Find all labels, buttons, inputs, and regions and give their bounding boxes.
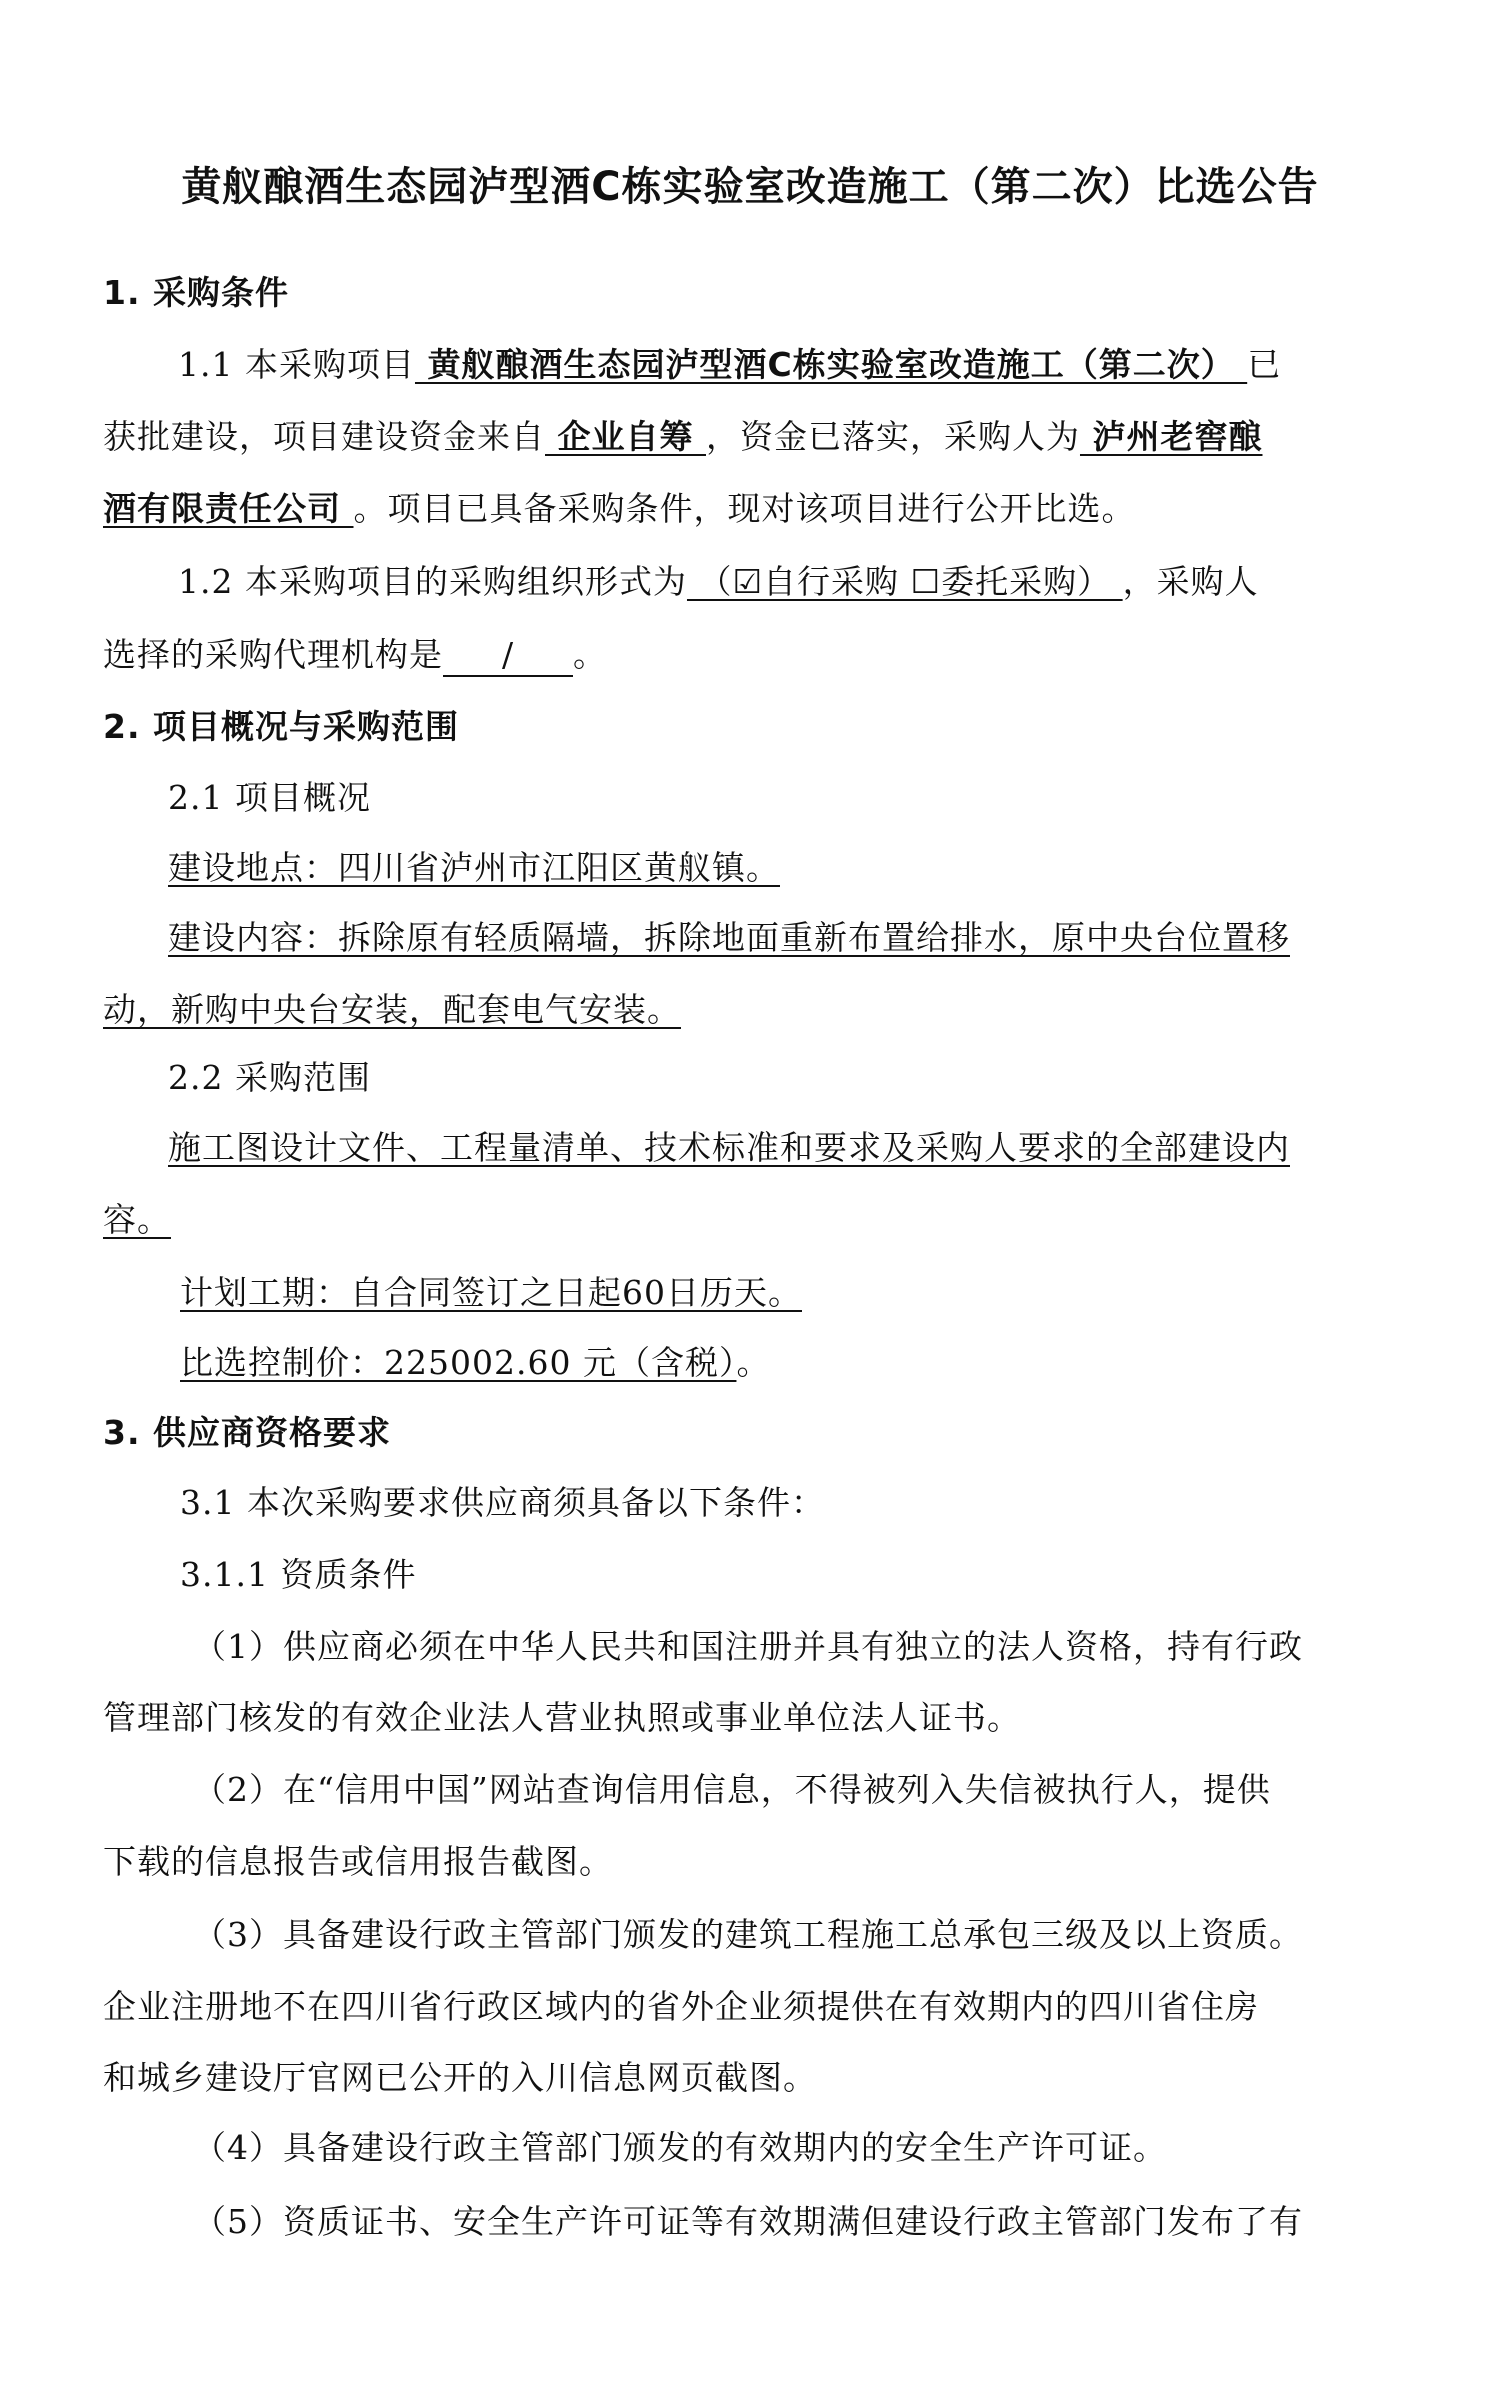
- section-3-heading: 3. 供应商资格要求: [103, 1413, 391, 1452]
- subsection-2-2-heading: 2.2 采购范围: [168, 1058, 371, 1097]
- para-1-2-line-2: [103, 635, 607, 677]
- construction-content-line-2: 动，新购中央台安装，配套电气安装。: [103, 990, 681, 1029]
- scope-line-2: 容。: [103, 1200, 171, 1239]
- subsection-3-1-1: 3.1.1 资质条件: [180, 1555, 417, 1594]
- subsection-3-1: 3.1 本次采购要求供应商须具备以下条件：: [180, 1483, 825, 1522]
- purchaser-label: ，资金已落实，采购人为: [705, 417, 1080, 456]
- para-1-1-line-2: [103, 417, 1262, 457]
- requirement-3-line-1: （3）具备建设行政主管部门颁发的建筑工程施工总承包三级及以上资质。: [193, 1915, 1303, 1954]
- requirement-2-line-1: （2）在“信用中国”网站查询信用信息，不得被列入失信被执行人，提供: [193, 1770, 1271, 1809]
- requirement-5-line-1: （5）资质证书、安全生产许可证等有效期满但建设行政主管部门发布了有: [193, 2202, 1303, 2241]
- funding-label: 获批建设，项目建设资金来自: [103, 417, 545, 456]
- control-price-line: [180, 1343, 770, 1383]
- scope-line-1: 施工图设计文件、工程量清单、技术标准和要求及采购人要求的全部建设内: [168, 1128, 1290, 1167]
- org-form-options: （☑自行采购 ☐委托采购）: [686, 562, 1123, 601]
- purchaser-name-part1: 泸州老窖酿: [1079, 417, 1263, 456]
- section-1-heading: 1. 采购条件: [103, 273, 289, 312]
- subsection-2-1-heading: 2.1 项目概况: [168, 778, 371, 817]
- agency-end: 。: [573, 635, 607, 674]
- requirement-3-line-2: 企业注册地不在四川省行政区域内的省外企业须提供在有效期内的四川省住房: [103, 1987, 1259, 2026]
- para-1-1-suffix: 已: [1247, 345, 1282, 384]
- construction-location: 建设地点：四川省泸州市江阳区黄舣镇。: [168, 848, 780, 887]
- requirement-1-line-2: 管理部门核发的有效企业法人营业执照或事业单位法人证书。: [103, 1698, 1021, 1737]
- para-1-1-line-3: [103, 489, 1136, 529]
- agency-label: 选择的采购代理机构是: [103, 635, 443, 674]
- para-1-1-prefix: 1.1 本采购项目: [178, 345, 415, 384]
- agency-value: /: [443, 635, 573, 677]
- requirement-2-line-2: 下载的信息报告或信用报告截图。: [103, 1842, 613, 1881]
- para-1-2-line-1: [178, 562, 1259, 602]
- requirement-4-line-1: （4）具备建设行政主管部门颁发的有效期内的安全生产许可证。: [193, 2128, 1167, 2167]
- project-name: 黄舣酿酒生态园泸型酒C栋实验室改造施工（第二次）: [414, 345, 1248, 384]
- purchaser-name-part2: 酒有限责任公司: [103, 489, 354, 528]
- section-2-heading: 2. 项目概况与采购范围: [103, 707, 459, 746]
- requirement-1-line-1: （1）供应商必须在中华人民共和国注册并具有独立的法人资格，持有行政: [193, 1627, 1303, 1666]
- para-1-1-line-1: [178, 345, 1281, 385]
- para-1-1-end: 。项目已具备采购条件，现对该项目进行公开比选。: [353, 489, 1136, 528]
- planned-schedule: 计划工期：自合同签订之日起60日历天。: [180, 1273, 802, 1312]
- construction-content-line-1: 建设内容：拆除原有轻质隔墙，拆除地面重新布置给排水，原中央台位置移: [168, 918, 1290, 957]
- document-title: 黄舣酿酒生态园泸型酒C栋实验室改造施工（第二次）比选公告: [181, 164, 1319, 210]
- control-price: 比选控制价：225002.60 元（含税）: [180, 1343, 737, 1382]
- para-1-2-prefix: 1.2 本采购项目的采购组织形式为: [178, 562, 687, 601]
- fund-source: 企业自筹: [545, 417, 706, 456]
- control-price-end: 。: [736, 1343, 771, 1382]
- requirement-3-line-3: 和城乡建设厅官网已公开的入川信息网页截图。: [103, 2058, 817, 2097]
- para-1-2-suffix: ，采购人: [1122, 562, 1259, 601]
